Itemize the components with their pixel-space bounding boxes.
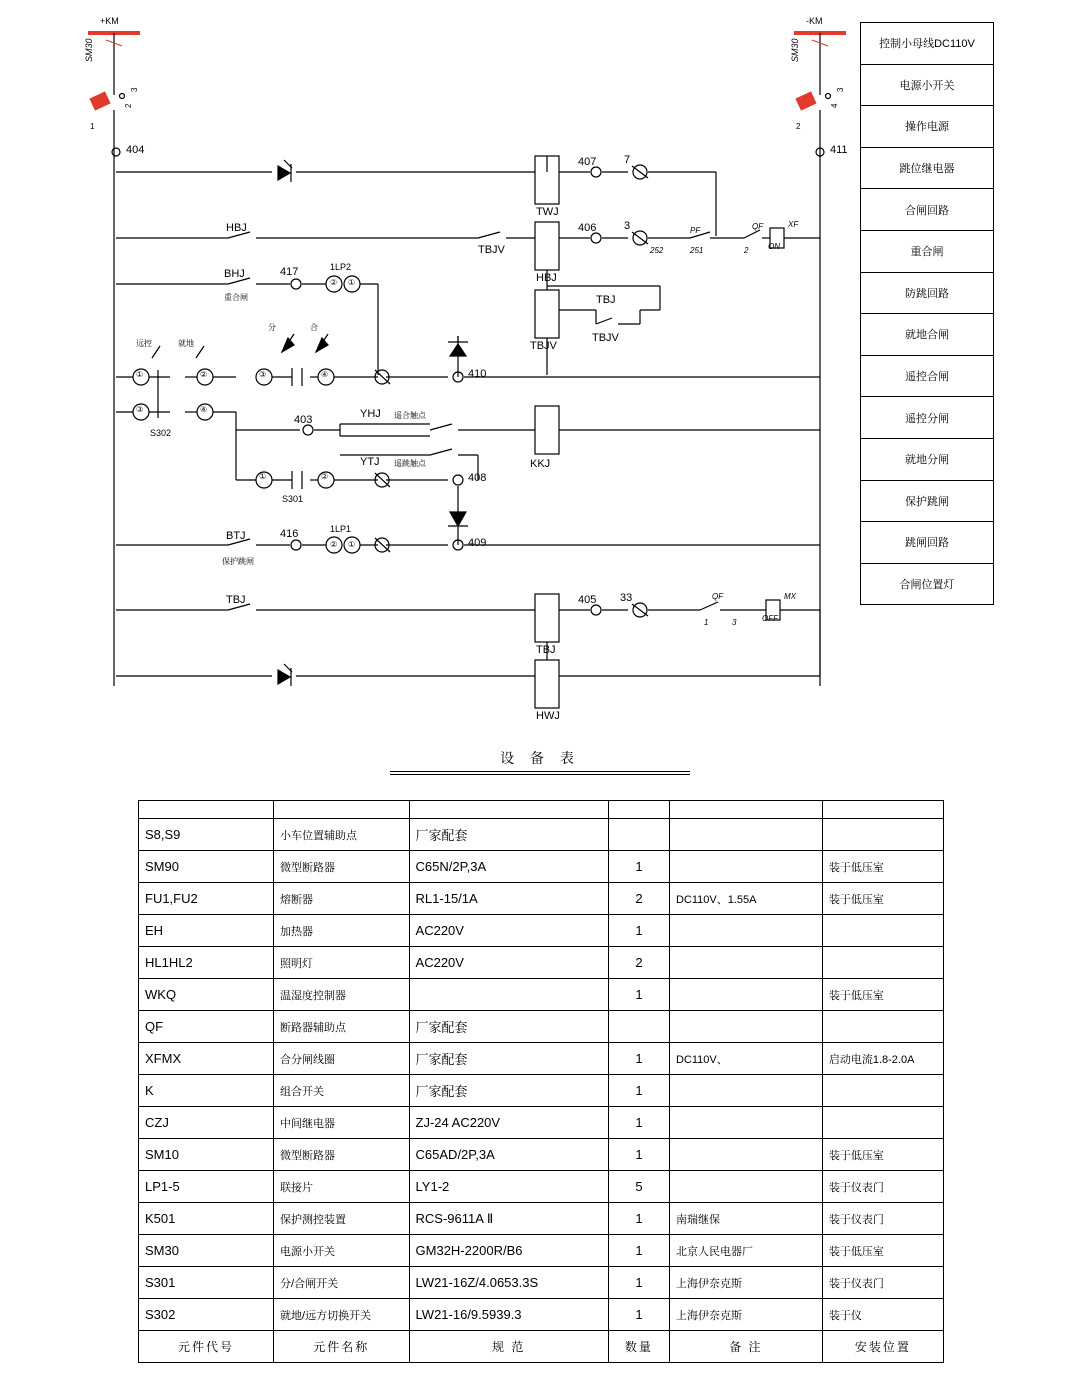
cell-spec: 厂家配套: [409, 1011, 608, 1043]
cell-location: 装于仪: [822, 1299, 943, 1331]
terminal-403: 403: [294, 414, 313, 426]
cell-qty: [608, 1011, 669, 1043]
s301-pin-1: ①: [259, 472, 267, 481]
label-pole-right-2: 2: [796, 122, 801, 131]
label-pole-left-2: 2: [124, 103, 133, 108]
legend-item-11: 保护跳闸: [861, 481, 993, 523]
cell-location: 装于低压室: [822, 883, 943, 915]
device-table: [138, 800, 944, 1363]
link-1lp2: 1LP2: [330, 262, 352, 272]
label-pos-bus: +KM: [100, 16, 119, 26]
table-row: [139, 947, 944, 979]
cell-qty: 1: [608, 979, 669, 1011]
contact-tbj-row: TBJ: [226, 594, 246, 606]
cell-qty: 1: [608, 1267, 669, 1299]
table-header-row: [139, 1331, 944, 1363]
cell-spec: C65AD/2P,3A: [409, 1139, 608, 1171]
cell-qty: [608, 819, 669, 851]
cell-qty: 1: [608, 915, 669, 947]
cell-name: 就地/远方切换开关: [274, 1299, 410, 1331]
cell-remark: [669, 851, 822, 883]
legend-column: [860, 22, 994, 605]
cell-location: 装于低压室: [822, 979, 943, 1011]
s302-pin-4b: ④: [321, 370, 329, 379]
coil-tbjv-2: TBJV: [530, 340, 557, 352]
cell-code: S301: [139, 1267, 274, 1299]
table-row: [139, 979, 944, 1011]
switch-s302: S302: [150, 428, 172, 438]
legend-item-1: 电源小开关: [861, 65, 993, 107]
switch-s301: S301: [282, 494, 304, 504]
cell-name: 断路器辅助点: [274, 1011, 410, 1043]
legend-item-8: 遥控合闸: [861, 356, 993, 398]
legend-item-2: 操作电源: [861, 106, 993, 148]
cell-location: 装于仪表门: [822, 1203, 943, 1235]
legend-item-6: 防跳回路: [861, 273, 993, 315]
cell-remark: [669, 1011, 822, 1043]
table-row: [139, 819, 944, 851]
terminal-410: 410: [468, 368, 487, 380]
s302-pin-2: ②: [200, 370, 208, 379]
cell-location: [822, 819, 943, 851]
header-cell: 安装位置: [822, 1331, 943, 1363]
note-s301-open: 分: [268, 323, 276, 332]
contact-hbj: HBJ: [226, 222, 247, 234]
header-cell: 元件代号: [139, 1331, 274, 1363]
legend-item-7: 就地合闸: [861, 314, 993, 356]
cell-name: 微型断路器: [274, 1139, 410, 1171]
note-bhj: 重合闸: [224, 293, 248, 302]
table-row: [139, 1075, 944, 1107]
table-row: [139, 883, 944, 915]
cell-name: 保护测控装置: [274, 1203, 410, 1235]
cell-remark: [669, 1107, 822, 1139]
cell-remark: [669, 819, 822, 851]
cell-code: FU1,FU2: [139, 883, 274, 915]
table-row: [139, 1267, 944, 1299]
cell-code: QF: [139, 1011, 274, 1043]
cell-remark: DC110V、: [669, 1043, 822, 1075]
cell-location: [822, 947, 943, 979]
cell-code: XFMX: [139, 1043, 274, 1075]
cell-name: 温湿度控制器: [274, 979, 410, 1011]
cell-name: 合分闸线圈: [274, 1043, 410, 1075]
cell-remark: [669, 915, 822, 947]
cell-location: 装于仪表门: [822, 1267, 943, 1299]
s302-pin-3: ③: [136, 405, 144, 414]
contact-btj: BTJ: [226, 530, 246, 542]
cell-code: WKQ: [139, 979, 274, 1011]
cell-name: 电源小开关: [274, 1235, 410, 1267]
cell-spec: ZJ-24 AC220V: [409, 1107, 608, 1139]
cell-qty: 5: [608, 1171, 669, 1203]
s302-pin-3b: ③: [259, 370, 267, 379]
cell-spec: 厂家配套: [409, 1075, 608, 1107]
cell-name: 照明灯: [274, 947, 410, 979]
table-row: [139, 1107, 944, 1139]
cell-location: [822, 915, 943, 947]
num-2: 2: [744, 246, 749, 255]
table-spacer-cell: [669, 801, 822, 819]
note-s301-close: 合: [310, 323, 318, 332]
num-252: 252: [650, 246, 664, 255]
cell-location: 装于低压室: [822, 851, 943, 883]
cell-spec: AC220V: [409, 915, 608, 947]
terminal-404: 404: [126, 144, 145, 156]
link-1lp2-pin-b: ①: [348, 278, 356, 287]
table-row: [139, 1043, 944, 1075]
link-1lp1: 1LP1: [330, 524, 352, 534]
num-3b: 3: [732, 618, 737, 627]
title-rule-top: [390, 771, 690, 772]
cell-location: 装于仪表门: [822, 1171, 943, 1203]
header-cell: 元件名称: [274, 1331, 410, 1363]
s302-pin-1: ①: [136, 370, 144, 379]
cell-qty: 1: [608, 1107, 669, 1139]
note-s302-local: 就地: [178, 339, 194, 348]
cell-spec: [409, 979, 608, 1011]
note-yhj: 遥合触点: [394, 411, 426, 420]
coil-hwj: HWJ: [536, 710, 560, 722]
legend-item-4: 合闸回路: [861, 189, 993, 231]
table-row: [139, 1235, 944, 1267]
contact-bhj: BHJ: [224, 268, 245, 280]
label-qf-top: QF: [752, 222, 764, 231]
label-pole-right-3: 3: [836, 87, 845, 92]
coil-tbjv-1: TBJV: [478, 244, 505, 256]
label-pole-left-1: 1: [90, 122, 95, 131]
terminal-411: 411: [830, 144, 848, 156]
device-table-title-block: [0, 748, 1080, 775]
cell-qty: 1: [608, 851, 669, 883]
cell-remark: [669, 947, 822, 979]
label-pole-right-4: 4: [830, 103, 839, 108]
num-1: 1: [704, 618, 709, 627]
label-pf: PF: [690, 226, 701, 235]
table-spacer-cell: [139, 801, 274, 819]
cell-code: LP1-5: [139, 1171, 274, 1203]
coil-twj: TWJ: [536, 206, 559, 218]
cell-name: 熔断器: [274, 883, 410, 915]
note-s302-remote: 远控: [136, 339, 152, 348]
cell-name: 加热器: [274, 915, 410, 947]
cell-code: SM10: [139, 1139, 274, 1171]
s301-pin-2: ②: [321, 472, 329, 481]
cell-location: [822, 1107, 943, 1139]
cell-qty: 1: [608, 1139, 669, 1171]
contact-tbj-top: TBJ: [596, 294, 616, 306]
coil-tbjv-3: TBJV: [592, 332, 619, 344]
cell-qty: 1: [608, 1075, 669, 1107]
terminal-416: 416: [280, 528, 299, 540]
label-on: ON: [768, 242, 780, 251]
terminal-407: 407: [578, 156, 597, 168]
cell-spec: C65N/2P,3A: [409, 851, 608, 883]
label-qf-bottom: QF: [712, 592, 724, 601]
header-cell: 备 注: [669, 1331, 822, 1363]
cell-remark: [669, 1139, 822, 1171]
table-row: [139, 851, 944, 883]
link-1lp2-pin-a: ②: [330, 278, 338, 287]
cell-code: CZJ: [139, 1107, 274, 1139]
device-table-title: 设 备 表: [500, 750, 580, 766]
table-spacer-cell: [608, 801, 669, 819]
header-cell: 数量: [608, 1331, 669, 1363]
contact-ytj: YTJ: [360, 456, 380, 468]
s302-pin-4: ④: [200, 405, 208, 414]
num-3: 3: [624, 220, 631, 232]
cell-code: S8,S9: [139, 819, 274, 851]
cell-code: K: [139, 1075, 274, 1107]
cell-code: SM30: [139, 1235, 274, 1267]
cell-qty: 1: [608, 1043, 669, 1075]
cell-spec: LY1-2: [409, 1171, 608, 1203]
terminal-405: 405: [578, 594, 597, 606]
link-1lp1-pin-a: ②: [330, 540, 338, 549]
cell-name: 中间继电器: [274, 1107, 410, 1139]
terminal-406: 406: [578, 222, 597, 234]
cell-spec: RL1-15/1A: [409, 883, 608, 915]
coil-hbj: HBJ: [536, 272, 557, 284]
label-neg-bus: -KM: [806, 16, 823, 26]
label-xf: XF: [788, 220, 799, 229]
cell-remark: [669, 1171, 822, 1203]
legend-item-5: 重合闸: [861, 231, 993, 273]
cell-remark: DC110V、1.55A: [669, 883, 822, 915]
cell-name: 联接片: [274, 1171, 410, 1203]
label-sm30-left: SM30: [84, 38, 94, 62]
cell-name: 小车位置辅助点: [274, 819, 410, 851]
cell-remark: [669, 979, 822, 1011]
table-row: [139, 1139, 944, 1171]
legend-item-12: 跳闸回路: [861, 522, 993, 564]
num-251: 251: [690, 246, 704, 255]
label-pole-left-3: 3: [130, 87, 139, 92]
table-spacer-cell: [409, 801, 608, 819]
label-mx: MX: [784, 592, 796, 601]
table-row: [139, 1299, 944, 1331]
terminal-408: 408: [468, 472, 487, 484]
cell-spec: RCS-9611A Ⅱ: [409, 1203, 608, 1235]
legend-item-13: 合闸位置灯: [899, 579, 955, 592]
cell-name: 组合开关: [274, 1075, 410, 1107]
header-cell: 规 范: [409, 1331, 608, 1363]
label-off: OFF: [762, 614, 778, 623]
cell-qty: 1: [608, 1203, 669, 1235]
cell-code: K501: [139, 1203, 274, 1235]
cell-spec: LW21-16/9.5939.3: [409, 1299, 608, 1331]
cell-remark: 上海伊奈克斯: [669, 1267, 822, 1299]
cell-spec: LW21-16Z/4.0653.3S: [409, 1267, 608, 1299]
legend-item-10: 就地分闸: [861, 439, 993, 481]
label-sm30-right: SM30: [790, 38, 800, 62]
cell-spec: AC220V: [409, 947, 608, 979]
cell-spec: 厂家配套: [409, 1043, 608, 1075]
cell-remark: 南瑞继保: [669, 1203, 822, 1235]
contact-yhj: YHJ: [360, 408, 381, 420]
table-spacer-cell: [822, 801, 943, 819]
cell-qty: 1: [608, 1299, 669, 1331]
cell-qty: 2: [608, 883, 669, 915]
title-rule-bottom: [390, 774, 690, 775]
note-ytj: 遥跳触点: [394, 459, 426, 468]
cell-code: S302: [139, 1299, 274, 1331]
table-spacer-cell: [274, 801, 410, 819]
legend-item-9: 遥控分闸: [861, 397, 993, 439]
table-spacer-row: [139, 801, 944, 819]
cell-code: EH: [139, 915, 274, 947]
cell-code: HL1HL2: [139, 947, 274, 979]
terminal-409: 409: [468, 537, 487, 549]
table-row: [139, 915, 944, 947]
cell-spec: 厂家配套: [409, 819, 608, 851]
cell-remark: 北京人民电器厂: [669, 1235, 822, 1267]
cell-spec: GM32H-2200R/B6: [409, 1235, 608, 1267]
cell-name: 分/合闸开关: [274, 1267, 410, 1299]
terminal-417: 417: [280, 266, 299, 278]
cell-location: [822, 1075, 943, 1107]
cell-location: 装于低压室: [822, 1235, 943, 1267]
cell-remark: 上海伊奈克斯: [669, 1299, 822, 1331]
table-row: [139, 1171, 944, 1203]
table-row: [139, 1203, 944, 1235]
cell-name: 微型断路器: [274, 851, 410, 883]
legend-item-3: 跳位继电器: [861, 148, 993, 190]
cell-code: SM90: [139, 851, 274, 883]
coil-tbj: TBJ: [536, 644, 556, 656]
cell-location: 装于低压室: [822, 1139, 943, 1171]
num-7: 7: [624, 154, 631, 166]
cell-location: 启动电流1.8-2.0A: [822, 1043, 943, 1075]
table-row: [139, 1011, 944, 1043]
note-btj: 保护跳闸: [222, 557, 254, 566]
cell-qty: 1: [608, 1235, 669, 1267]
cell-remark: [669, 1075, 822, 1107]
num-33: 33: [620, 592, 633, 604]
legend-item-0: 控制小母线DC110V: [861, 23, 993, 65]
link-1lp1-pin-b: ①: [348, 540, 356, 549]
cell-qty: 2: [608, 947, 669, 979]
coil-kkj: KKJ: [530, 458, 551, 470]
cell-location: [822, 1011, 943, 1043]
